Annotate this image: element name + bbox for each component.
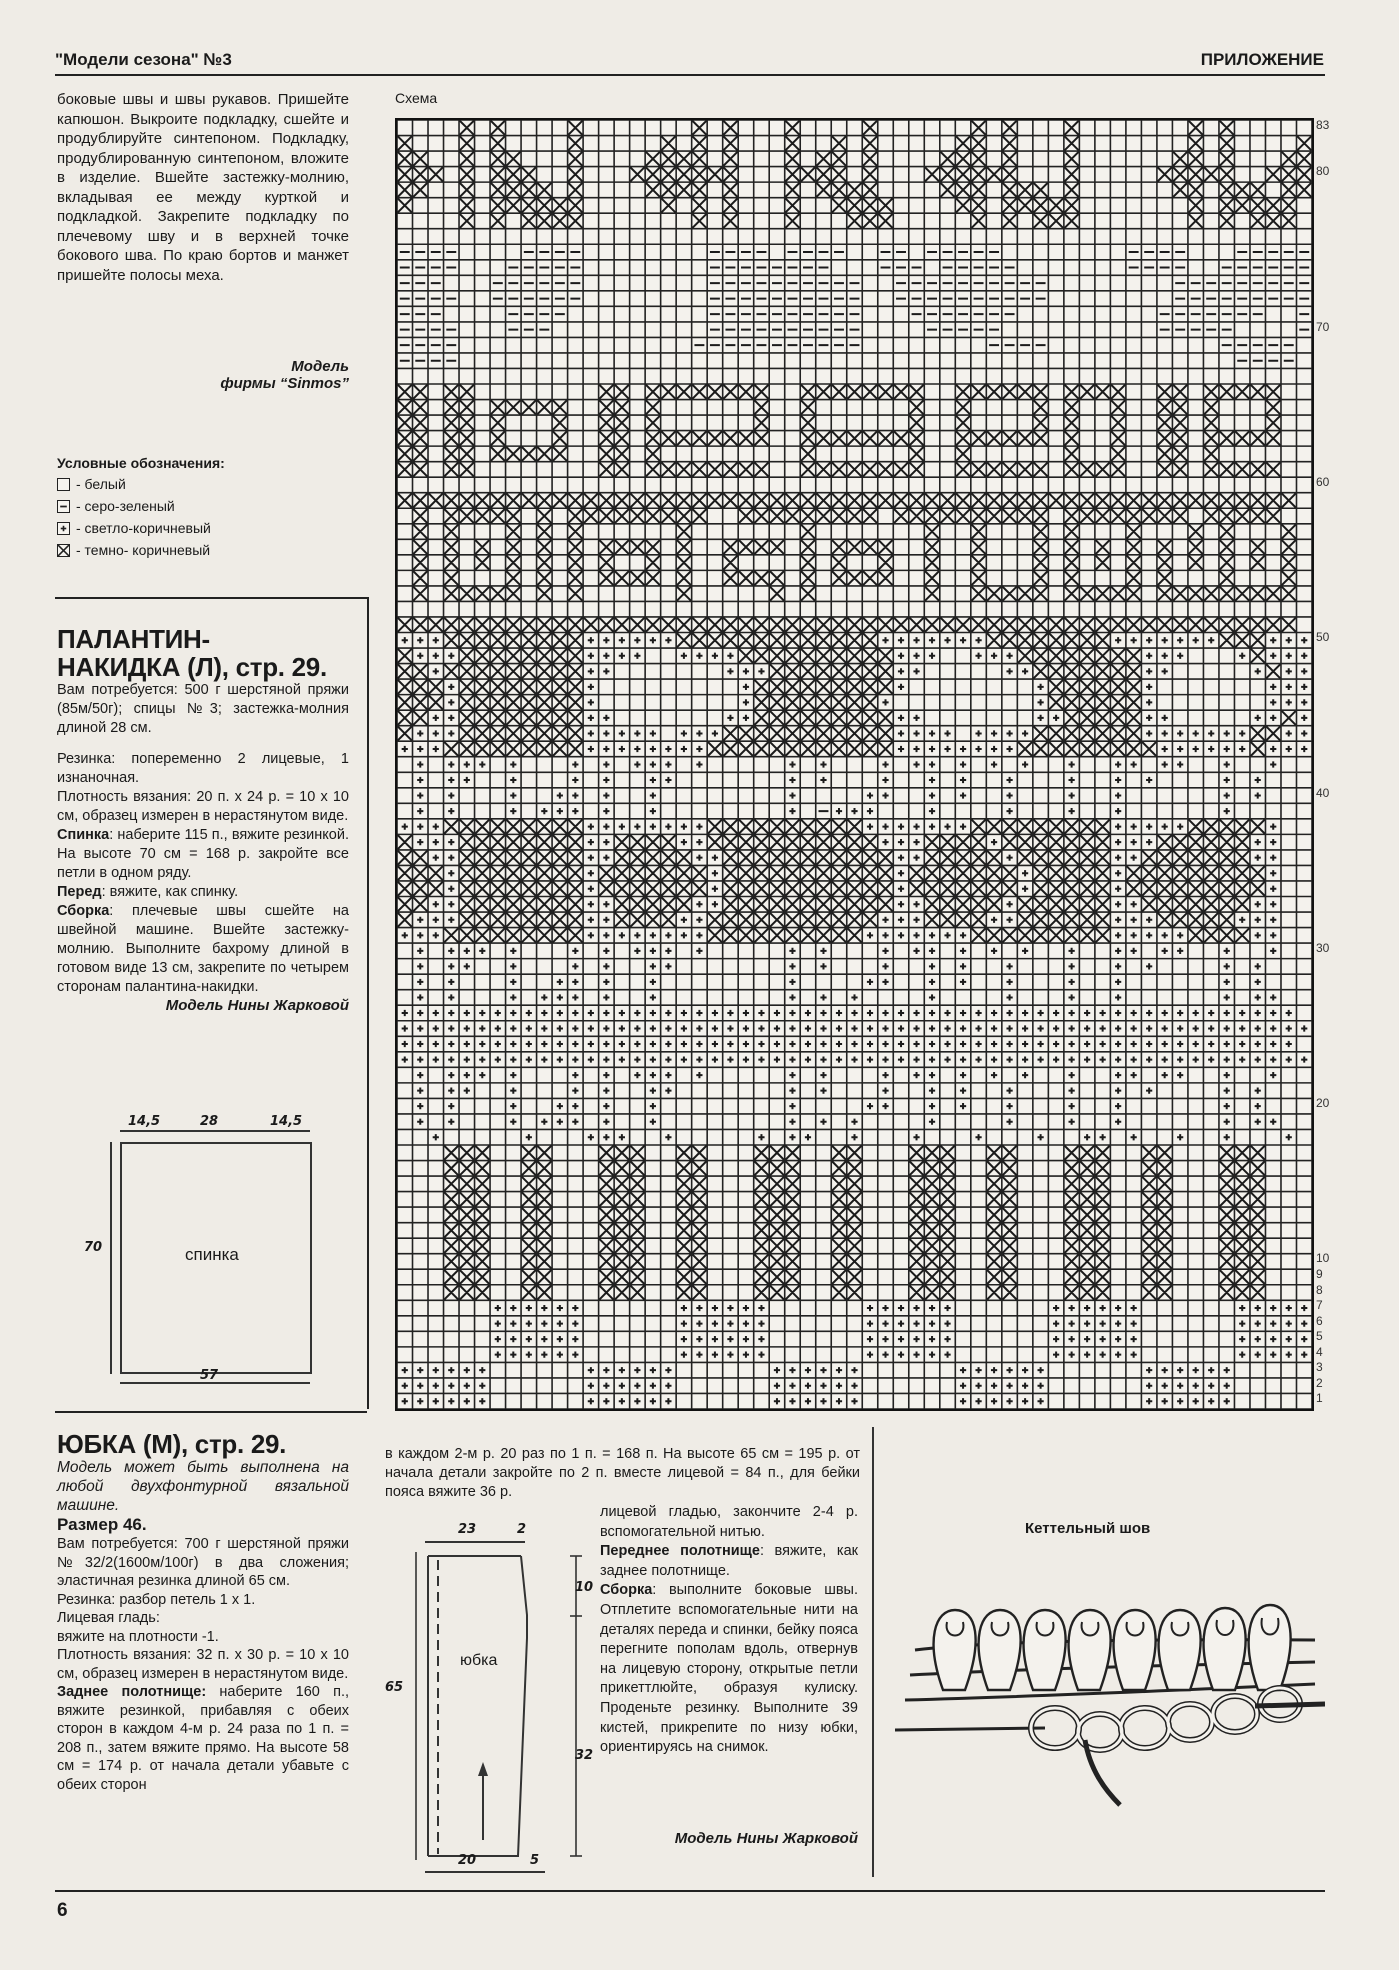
column-divider — [872, 1427, 874, 1877]
dim-right-upper: 10 — [575, 1580, 594, 1595]
assembly-label: Сборка — [600, 1582, 653, 1599]
skirt-title: ЮБКА (М), стр. 29. — [57, 1429, 287, 1459]
row-number-label: 5 — [1316, 1329, 1323, 1344]
knitting-chart — [395, 118, 1314, 1411]
row-number-label: 6 — [1316, 1313, 1323, 1328]
magazine-title: "Модели сезона" №3 — [55, 50, 232, 69]
chart-grid-svg — [397, 120, 1312, 1409]
continued-text: в каждом 2-м р. 20 раз по 1 п. = 168 п. На высоте 65 см = 195 р. от начала детали закройте по 2 п. вместе лицевой = 84 п., для бейки пояса вяжите 36 р. — [385, 1446, 860, 1500]
assembly-text: : выполните боковые швы. Отплетите вспомогательные нити на деталях переда и спинки, бейку пояса перегните пополам вдоль, отвернув на лицевую сторону, открытые петли прикеттлюйте, образуя кулиску. Проденьте резинку. Выполните 39 кистей, прикрепите по низу юбки, ориентируясь на снимок. — [600, 1582, 858, 1756]
intro-paragraph: боковые швы и швы рукавов. Пришейте капюшон. Выкроите подкладку, сшейте и продублируйте синтепоном. Подкладку, продублированную синтепоном, вложите в изделие. Вшейте застежку-молнию, вкладывая ее между курткой и подкладкой. Закрепите подкладку по плечевому шву и в верхней точке бокового шва. По краю бортов и манжет пришейте полосы меха. — [57, 91, 349, 284]
legend-label: - темно- коричневый — [76, 542, 211, 558]
legend-label: - белый — [76, 476, 126, 492]
rib-text: Резинка: попеременно 2 лицевые, 1 изнаночная. — [57, 751, 349, 786]
gauge-text: Плотность вязания: 20 п. х 24 р. = 10 х 10 см, образец измерен в нерастянутом виде. — [57, 789, 349, 824]
cross-square-icon — [57, 544, 70, 557]
materials-text: Вам потребуется: 700 г шерстяной пряжи №32/2(1600м/100г) в два сложения; эластичная резинка длиной 65 см. — [57, 1536, 349, 1589]
continued-text-2: лицевой гладью, закончите 2-4 р. вспомогательной нитью. — [600, 1504, 858, 1540]
back-panel-label: Заднее полотнище: — [57, 1684, 207, 1700]
palantin-title — [57, 625, 349, 681]
row-number-label: 50 — [1316, 630, 1330, 645]
dim-line-left — [110, 1142, 112, 1374]
section-title: ПРИЛОЖЕНИЕ — [1200, 50, 1324, 69]
dim-top-main: 23 — [458, 1522, 477, 1537]
palantin-credit: Модель Нины Жарковой — [165, 997, 349, 1014]
row-number-label: 1 — [1316, 1391, 1323, 1406]
row-number-label: 9 — [1316, 1266, 1323, 1281]
legend-item-dark-brown — [57, 539, 349, 561]
stockinette-text: вяжите на плотности -1. — [57, 1628, 219, 1645]
jacket-instructions-end — [57, 90, 349, 285]
legend-item-white — [57, 473, 349, 495]
credit-line: фирмы “Sinmos” — [220, 375, 349, 392]
back-panel-instructions — [57, 1683, 349, 1794]
palantin-section — [57, 625, 349, 1014]
dim-left: 70 — [84, 1240, 103, 1255]
skirt-body — [57, 1458, 349, 1794]
plus-square-icon — [57, 522, 70, 535]
assembly-instructions — [600, 1581, 858, 1757]
seam-title: Кеттельный шов — [1025, 1520, 1151, 1537]
row-number-label: 20 — [1316, 1096, 1330, 1111]
dim-bottom-small: 5 — [530, 1853, 540, 1868]
front-instructions — [57, 883, 349, 902]
legend-title: Условные обозначения: — [57, 455, 225, 471]
assembly-text: : плечевые швы сшейте на швейной машине. Вшейте застежку-молнию. Выполните бахрому длиной в готовом виде 13 см, закрепите по четырем сторонам палантина-накидки. — [57, 903, 349, 995]
rib-text: Резинка: разбор петель 1 х 1. — [57, 1591, 256, 1608]
credit-sinmos — [57, 358, 349, 392]
skirt-schematic — [380, 1520, 610, 1880]
dim-top-mid: 28 — [200, 1114, 219, 1129]
front-text: : вяжите, как спинку. — [101, 884, 239, 900]
page-number: 6 — [57, 1900, 68, 1921]
skirt-assembly — [600, 1503, 858, 1758]
title-line: НАКИДКА (Л), стр. 29. — [57, 652, 327, 682]
assembly-label: Сборка — [57, 903, 110, 919]
legend-item-grey-green — [57, 495, 349, 517]
dim-left: 65 — [385, 1680, 404, 1695]
skirt-size: Размер 46. — [57, 1515, 147, 1534]
skirt-continued — [385, 1445, 860, 1502]
row-number-label: 30 — [1316, 940, 1330, 955]
legend — [57, 455, 349, 561]
assembly-instructions — [57, 902, 349, 997]
palantin-schematic — [84, 1114, 330, 1390]
chart-title: Схема — [395, 90, 438, 106]
legend-label: - серо-зеленый — [76, 498, 175, 514]
back-label: Спинка — [57, 827, 110, 843]
piece-label: юбка — [460, 1652, 498, 1669]
skirt-credit: Модель Нины Жарковой — [674, 1830, 858, 1847]
skirt-outline — [380, 1520, 610, 1880]
dim-top-right: 14,5 — [270, 1114, 303, 1129]
front-panel-label: Переднее полотнище — [600, 1543, 760, 1560]
dim-line-top — [120, 1130, 310, 1132]
front-panel-instructions — [600, 1542, 858, 1581]
gauge-text: Плотность вязания: 32 п. х 30 р. = 10 х 10 см, образец измерен в нерастянутом виде. — [57, 1647, 349, 1682]
piece-label: спинка — [185, 1245, 239, 1264]
row-number-label: 70 — [1316, 319, 1330, 334]
materials-text: Вам потребуется: 500 г шерстяной пряжи (85м/50г); спицы №3; застежка-молния длиной 28 см. — [57, 682, 349, 736]
legend-item-light-brown — [57, 517, 349, 539]
row-number-label: 8 — [1316, 1282, 1323, 1297]
dim-top-small: 2 — [517, 1522, 527, 1537]
minus-square-icon — [57, 500, 70, 513]
row-number-label: 83 — [1316, 117, 1330, 132]
back-instructions — [57, 826, 349, 883]
header-rule — [55, 74, 1325, 76]
dim-bottom: 57 — [200, 1368, 219, 1383]
kettel-seam-illustration — [895, 1600, 1325, 1810]
back-text: : наберите 115 п., вяжите резинкой. На высоте 70 см = 168 р. закройте все петли в одном ряду. — [57, 827, 349, 881]
section-rule — [55, 1411, 367, 1413]
row-number-label: 40 — [1316, 785, 1330, 800]
skirt-subtitle: Модель может быть выполнена на любой двухфонтурной вязальной машине. — [57, 1459, 349, 1514]
row-number-label: 60 — [1316, 474, 1330, 489]
footer-rule — [55, 1890, 1325, 1892]
row-number-label: 3 — [1316, 1360, 1323, 1375]
front-label: Перед — [57, 884, 102, 900]
legend-label: - светло-коричневый — [76, 520, 211, 536]
stockinette-label: Лицевая гладь: — [57, 1610, 160, 1626]
row-number-label: 2 — [1316, 1375, 1323, 1390]
dim-bottom-main: 20 — [458, 1853, 477, 1868]
row-number-label: 7 — [1316, 1298, 1323, 1313]
skirt-section — [57, 1430, 349, 1794]
dim-right-lower: 32 — [575, 1748, 594, 1763]
row-number-label: 4 — [1316, 1344, 1323, 1359]
dim-top-left: 14,5 — [128, 1114, 161, 1129]
back-panel-text: наберите 160 п., вяжите резинкой, прибавляя с обеих сторон в каждом 4-м р. 24 раза по 1 п. = 208 п., затем вяжите прямо. На высоте 58 см = 174 р. от начала детали убавьте с обеих сторон — [57, 1684, 349, 1793]
empty-square-icon — [57, 478, 70, 491]
row-number-label: 10 — [1316, 1251, 1330, 1266]
palantin-body — [57, 681, 349, 997]
front-panel-text: : вяжите, как заднее полотнище. — [600, 1543, 858, 1579]
credit-line: Модель — [291, 358, 349, 375]
title-line: ПАЛАНТИН- — [57, 624, 210, 654]
row-number-label: 80 — [1316, 164, 1330, 179]
